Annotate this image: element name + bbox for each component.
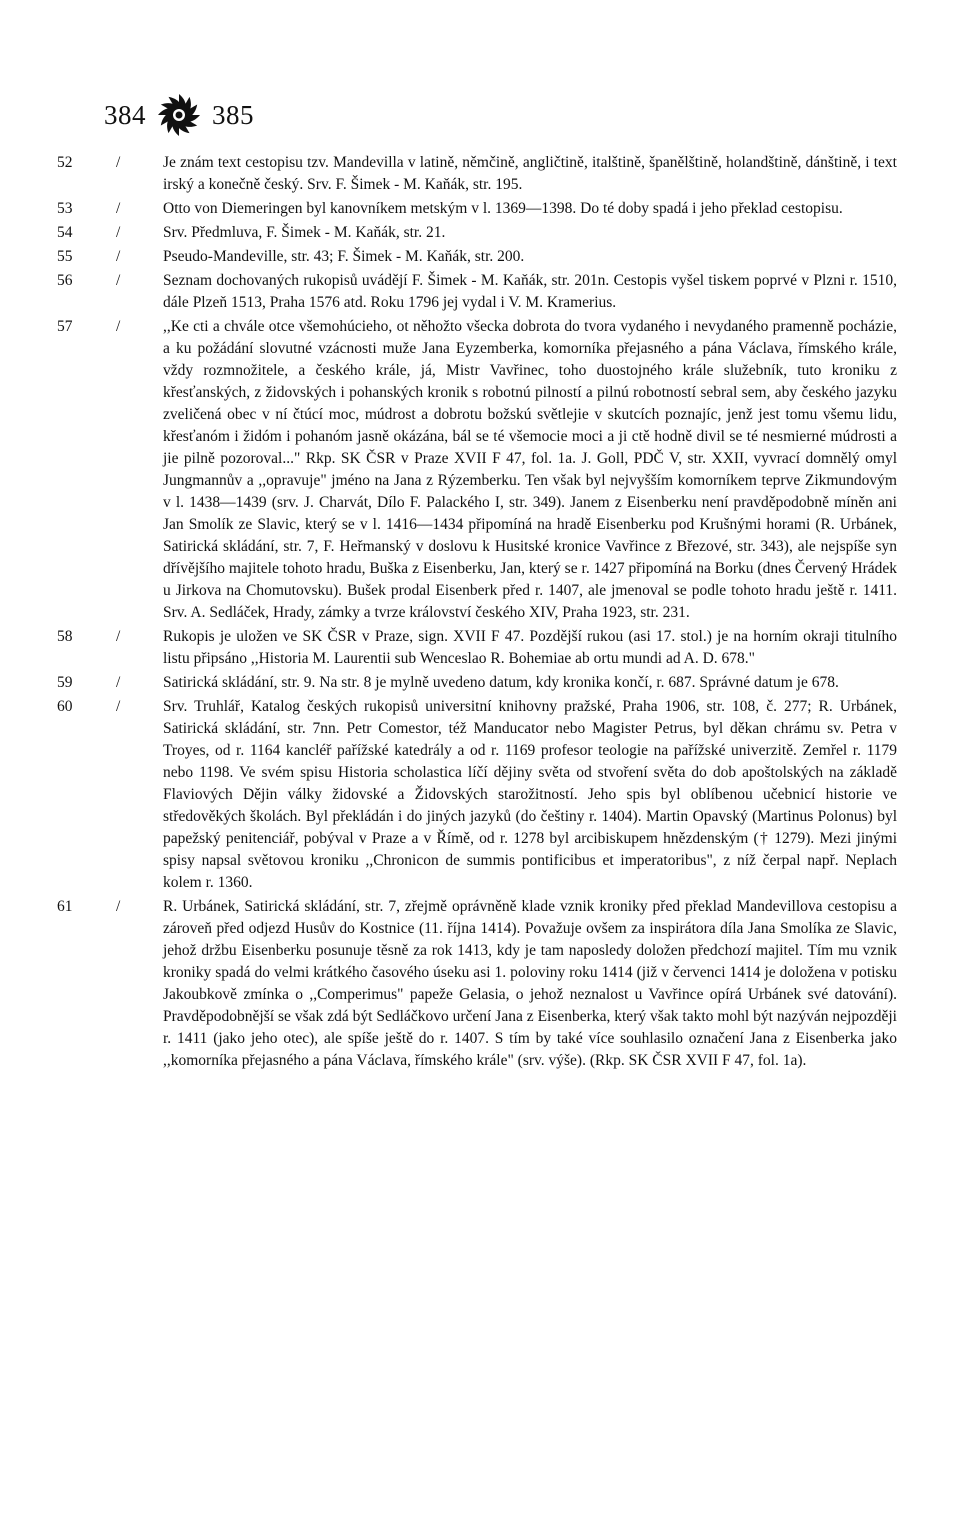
note-number: 57 <box>57 318 73 335</box>
note-text: Satirická skládání, str. 9. Na str. 8 je mylně uvedeno datum, kdy kronika končí, r. 687. Správné datum je 678. <box>163 674 839 691</box>
note-number: 59 <box>57 674 73 691</box>
endnote <box>0 152 960 196</box>
note-text: Rukopis je uložen ve SK ČSR v Praze, sign. XVII F 47. Pozdější rukou (asi 17. stol.) je na horním okraji titulního listu připsáno ,,Historia M. Laurentii sub Wenceslao R. Bohemiae ab ortu mundi ad A. D. 678." <box>163 628 897 667</box>
endnote <box>0 198 960 220</box>
note-separator: / <box>116 318 121 335</box>
note-text: Otto von Diemeringen byl kanovníkem metským v l. 1369—1398. Do té doby spadá i jeho překlad cestopisu. <box>163 200 843 217</box>
note-separator: / <box>116 272 121 289</box>
note-text: Seznam dochovaných rukopisů uvádějí F. Šimek - M. Kaňák, str. 201n. Cestopis vyšel tiskem poprvé v Plzni r. 1510, dále Plzeň 1513, Praha 1576 atd. Roku 1796 jej vydal i V. M. Kramerius. <box>163 272 897 311</box>
left-page-number: 384 <box>104 99 146 130</box>
note-number: 55 <box>57 248 73 265</box>
endnote <box>0 896 960 1072</box>
note-number: 60 <box>57 698 73 715</box>
note-number: 53 <box>57 200 73 217</box>
note-text: Je znám text cestopisu tzv. Mandevilla v latině, němčině, angličtině, italštině, španělštině, holandštině, dánštině, i text irský a konečně český. Srv. F. Šimek - M. Kaňák, str. 195. <box>163 154 897 193</box>
endnote <box>0 316 960 624</box>
endnote <box>0 246 960 268</box>
note-number: 52 <box>57 154 73 171</box>
note-number: 56 <box>57 272 73 289</box>
note-number: 54 <box>57 224 73 241</box>
endnote <box>0 222 960 244</box>
note-separator: / <box>116 224 121 241</box>
note-separator: / <box>116 200 121 217</box>
endnote <box>0 696 960 894</box>
note-text: Srv. Truhlář, Katalog českých rukopisů universitní knihovny pražské, Praha 1906, str. 108, č. 277; R. Urbánek, Satirická skládání, str. 7nn. Petr Comestor, též Manducator nebo Magister Petrus, byl děkan chrámu sv. Petra v Troyes, od r. 1164 kancléř pařížské katedrály a od r. 1169 profesor teologie na pařížské univerzitě. Zemřel r. 1179 nebo 1198. Ve svém spisu Historia scholastica líčí dějiny světa od stvoření světa do dob apoštolských na základě Flaviových Dějin války židovské a Židovských starožitností. Jeho spis byl oblíbenou učebnicí historie ve středověkých školách. Byl překládán i do jiných jazyků (do češtiny r. 1404). Martin Opavský (Martinus Polonus) byl papežský penitenciář, pobýval v Praze a v Římě, od r. 1278 byl arcibiskupem hnězdenským († 1279). Mezi jinými spisy napsal světovou kroniku ,,Chronicon de summis pontificibus et imperatoribus", z níž čerpal např. Neplach kolem r. 1360. <box>163 698 897 891</box>
endnote <box>0 270 960 314</box>
page-header <box>104 90 254 140</box>
note-separator: / <box>116 154 121 171</box>
note-separator: / <box>116 898 121 915</box>
endnotes-list <box>0 152 960 1074</box>
right-page-number: 385 <box>212 99 254 130</box>
note-text: Pseudo-Mandeville, str. 43; F. Šimek - M. Kaňák, str. 200. <box>163 248 525 265</box>
note-number: 58 <box>57 628 73 645</box>
note-text: ,,Ke cti a chvále otce všemohúcieho, ot něhožto všecka dobrota do tvora vydaného i nevydaného pramenně pocházie, a ku požádání slovutné vzácnosti muže Jana Eyzemberka, komorníka přejasného a pána Václava, římského krále, vždy rozmnožitele, a českého krále, já, Mistr Vavřinec, toho duostojného krále služebník, tuto kroniku z křesťanských, z židovských i pohanských kronik s robotnú pilností a pilnú robotností sebral sem, aby českého jazyku zveličená obec v ní čtúcí moc, múdrost a dobrotu božskú světlejie v skutcích poznajíc, jenž jest tomu všemu lidu, křesťanóm i židóm i pohanóm jasně okázána, bál se té všemocie moci a ji ctě hodně divil se té nesmierné múdrosti a jie pilně pozoroval..." Rkp. SK ČSR v Praze XVII F 47, fol. 1a. J. Goll, PDČ V, str. XXII, vyvrací domnělý omyl Jungmannův a ,,opravuje" jméno na Jana z Rýzemberku. Ten však byl nejvyšším komorníkem teprve Zikmundovým v l. 1438—1439 (srv. J. Charvát, Dílo F. Palackého I, str. 349). Janem z Eisenberku není pravděpodobně míněn ani Jan Smolík ze Slavic, který se v l. 1416—1434 připomíná na hradě Eisenberku pod Krušnými horami (R. Urbánek, Satirická skládání, str. 7, F. Heřmanský v doslovu k Husitské kronice Vavřince z Březové, str. 343), ale nejspíše syn dřívějšího majitele tohoto hradu, Buška z Eisenberku, Jan, který se r. 1427 připomíná na Borku (dnes Červený Hrádek u Jirkova na Chomutovsku). Bušek prodal Eisenberk před r. 1407, ale jmenoval se podle tohoto hradu ještě r. 1411. Srv. A. Sedláček, Hrady, zámky a tvrze království českého XIV, Praha 1923, str. 231. <box>163 318 897 621</box>
note-text: Srv. Předmluva, F. Šimek - M. Kaňák, str. 21. <box>163 224 446 241</box>
note-text: R. Urbánek, Satirická skládání, str. 7, zřejmě oprávněně klade vznik kroniky před překlad Mandevillova cestopisu a zároveň před odjezd Husův do Kostnice (11. října 1414). Považuje ovšem za inspirátora díla Jana Smolíka ze Slavic, jehož držbu Eisenberku posunuje těsně za rok 1413, kdy je tam naposledy doložen předchozí majitel. Tím mu vznik kroniky spadá do velmi krátkého časového úseku asi 1. poloviny roku 1414 (již v červenci 1414 je doložena v potisku Jakoubkově zmínka o ,,Comperimus" papeže Gelasia, o jehož neznalost u Vavřince opírá Urbánek své datování). Pravděpodobnější se však zdá být Sedláčkovo určení Jana z Eisenberka, který však takto mohl být nazýván nejpozději r. 1411 (jako jeho otec), ale spíše ještě do r. 1407. S tím by také více souhlasilo označení Jana z Eisenberka jako ,,komorníka přejasného a pána Václava, římského krále" (srv. výše). (Rkp. SK ČSR XVII F 47, fol. 1a). <box>163 898 897 1069</box>
rosette-ornament-icon <box>156 92 202 138</box>
note-number: 61 <box>57 898 73 915</box>
note-separator: / <box>116 628 121 645</box>
endnote <box>0 672 960 694</box>
endnote <box>0 626 960 670</box>
note-separator: / <box>116 674 121 691</box>
note-separator: / <box>116 698 121 715</box>
note-separator: / <box>116 248 121 265</box>
